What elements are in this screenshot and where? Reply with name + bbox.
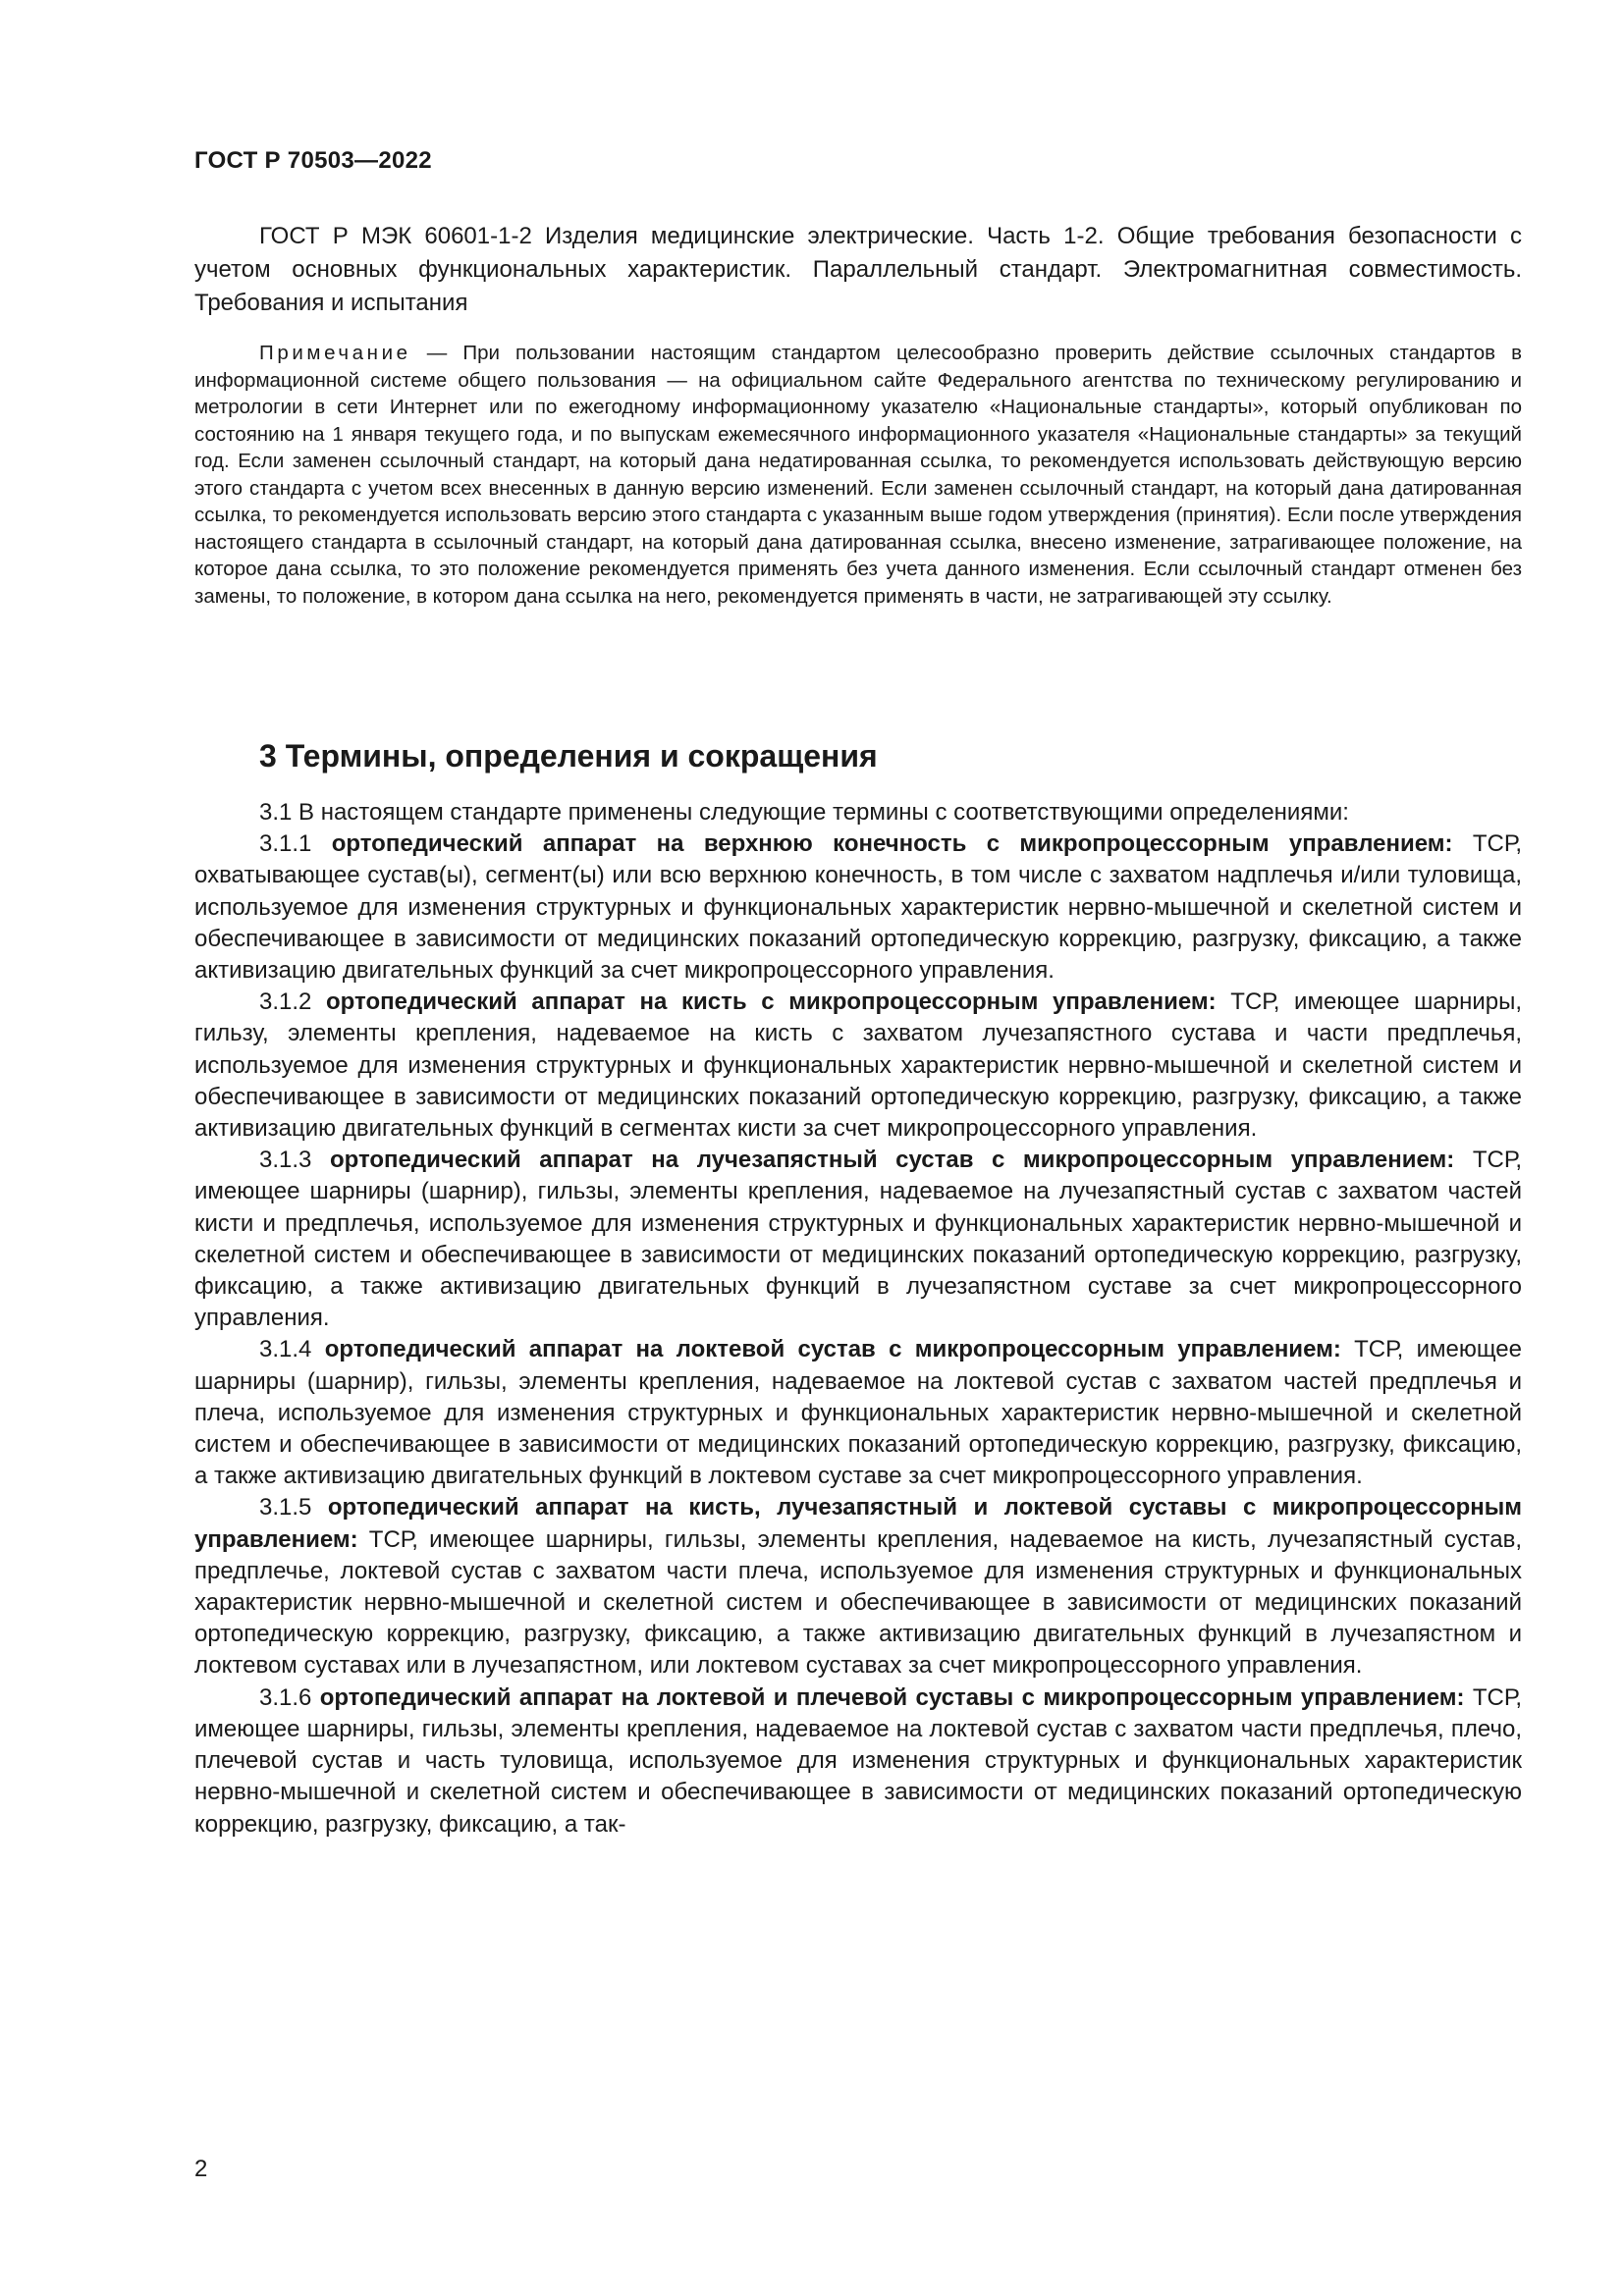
- term-entry: [194, 1334, 1522, 1492]
- term-definition: ТСР, имеющее шарниры, гильзы, элементы крепления, надеваемое на кисть, лучезапястный сустав, предплечье, локтевой сустав с захватом части плеча, используемое для изменения структурных и функциональных характеристик нервно-мышечной и скелетной систем и обеспечивающее в зависимости от медицинских показаний ортопедическую коррекцию, разгрузку, фиксацию, а также активизацию двигательных функций в лучезапястном и локтевом суставах или в лучезапястном, или локтевом суставах за счет микропроцессорного управления.: [194, 1525, 1522, 1680]
- term-number: 3.1.6: [259, 1683, 320, 1711]
- note-label: Примечание: [259, 342, 411, 364]
- term-definition: ТСР, охватывающее сустав(ы), сегмент(ы) или всю верхнюю конечность, в том числе с захватом надплечья и/или туловища, используемое для изменения структурных и функциональных характеристик нервно-мышечной и скелетной систем и обеспечивающее в зависимости от медицинских показаний ортопедическую коррекцию, разгрузку, фиксацию, а также активизацию двигательных функций за счет микропроцессорного управления.: [194, 830, 1523, 985]
- term-number: 3.1.1: [259, 830, 332, 858]
- section-intro: 3.1 В настоящем стандарте применены следующие термины с соответствующими определениями:: [259, 799, 1349, 826]
- normative-reference: [194, 220, 1522, 320]
- note-text: — При пользовании настоящим стандартом целесообразно проверить действие ссылочных стандартов в информационной системе общего пользования — на официальном сайте Федерального агентства по техническому регулированию и метрологии в сети Интернет или по ежегодному информационному указателю «Национальные стандарты», который опубликован по состоянию на 1 января текущего года, и по выпускам ежемесячного информационного указателя «Национальные стандарты» за текущий год. Если заменен ссылочный стандарт, на который дана недатированная ссылка, то рекомендуется использовать действующую версию этого стандарта с учетом всех внесенных в данную версию изменений. Если заменен ссылочный стандарт, на который дана датированная ссылка, то рекомендуется использовать версию этого стандарта с указанным выше годом утверждения (принятия). Если после утверждения настоящего стандарта в ссылочный стандарт, на который дана датированная ссылка, внесено изменение, затрагивающее положение, на которое дана ссылка, то это положение рекомендуется применять без учета данного изменения. Если ссылочный стандарт отменен без замены, то положение, в котором дана ссылка на него, рекомендуется применять в части, не затрагивающей эту ссылку.: [194, 342, 1522, 608]
- term-entry: [194, 987, 1522, 1145]
- term-name: ортопедический аппарат на лучезапястный сустав с микропроцессорным управлением:: [329, 1147, 1455, 1174]
- term-name: ортопедический аппарат на верхнюю конечность с микропроцессорным управлением:: [331, 830, 1453, 858]
- term-entry: [194, 828, 1522, 987]
- term-number: 3.1.3: [259, 1147, 330, 1174]
- document-header: ГОСТ Р 70503—2022: [194, 147, 432, 174]
- term-entry: [194, 1145, 1522, 1334]
- term-name: ортопедический аппарат на кисть, лучезапястный и локтевой суставы с микропроцессорным управлением:: [194, 1494, 1522, 1553]
- term-definition: ТСР, имеющее шарниры, гильзы, элементы крепления, надеваемое на локтевой сустав с захватом части предплечья, плечо, плечевой сустав и часть туловища, используемое для изменения структурных и функциональных характеристик нервно-мышечной и скелетной систем и обеспечивающее в зависимости от медицинских показаний ортопедическую коррекцию, разгрузку, фиксацию, а так-: [194, 1683, 1522, 1838]
- term-name: ортопедический аппарат на локтевой и плечевой суставы с микропроцессорным управлением:: [319, 1683, 1465, 1711]
- section-body: [194, 797, 1522, 1841]
- term-definition: ТСР, имеющее шарниры (шарнир), гильзы, элементы крепления, надеваемое на локтевой сустав с захватом частей предплечья и плеча, используемое для изменения структурных и функциональных характеристик нервно-мышечной и скелетной систем и обеспечивающее в зависимости от медицинских показаний ортопедическую коррекцию, разгрузку, фиксацию, а также активизацию двигательных функций в локтевом суставе за счет микропроцессорного управления.: [194, 1336, 1523, 1490]
- term-name: ортопедический аппарат на кисть с микропроцессорным управлением:: [326, 988, 1217, 1016]
- section-title: 3 Термины, определения и сокращения: [259, 738, 878, 774]
- reference-text: ГОСТ Р МЭК 60601-1-2 Изделия медицинские электрические. Часть 1-2. Общие требования безопасности с учетом основных функциональных характеристик. Параллельный стандарт. Электромагнитная совместимость. Требования и испытания: [194, 223, 1522, 316]
- term-number: 3.1.4: [259, 1336, 325, 1363]
- term-entry: [194, 1682, 1522, 1841]
- term-definition: ТСР, имеющее шарниры, гильзу, элементы крепления, надеваемое на кисть с захватом лучезапястного сустава и части предплечья, используемое для изменения структурных и функциональных характеристик нервно-мышечной и скелетной систем и обеспечивающее в зависимости от медицинских показаний ортопедическую коррекцию, разгрузку, фиксацию, а также активизацию двигательных функций в сегментах кисти за счет микропроцессорного управления.: [194, 988, 1522, 1143]
- note-paragraph: [194, 340, 1522, 610]
- term-name: ортопедический аппарат на локтевой сустав с микропроцессорным управлением:: [324, 1336, 1341, 1363]
- term-number: 3.1.5: [259, 1494, 328, 1522]
- term-definition: ТСР, имеющее шарниры (шарнир), гильзы, элементы крепления, надеваемое на лучезапястный сустав с захватом частей кисти и предплечья, используемое для изменения структурных и функциональных характеристик нервно-мышечной и скелетной систем и обеспечивающее в зависимости от медицинских показаний ортопедическую коррекцию, разгрузку, фиксацию, а также активизацию двигательных функций в лучезапястном суставе за счет микропроцессорного управления.: [194, 1147, 1522, 1332]
- page-number: 2: [194, 2156, 208, 2182]
- term-number: 3.1.2: [259, 988, 327, 1016]
- term-entry: [194, 1492, 1522, 1682]
